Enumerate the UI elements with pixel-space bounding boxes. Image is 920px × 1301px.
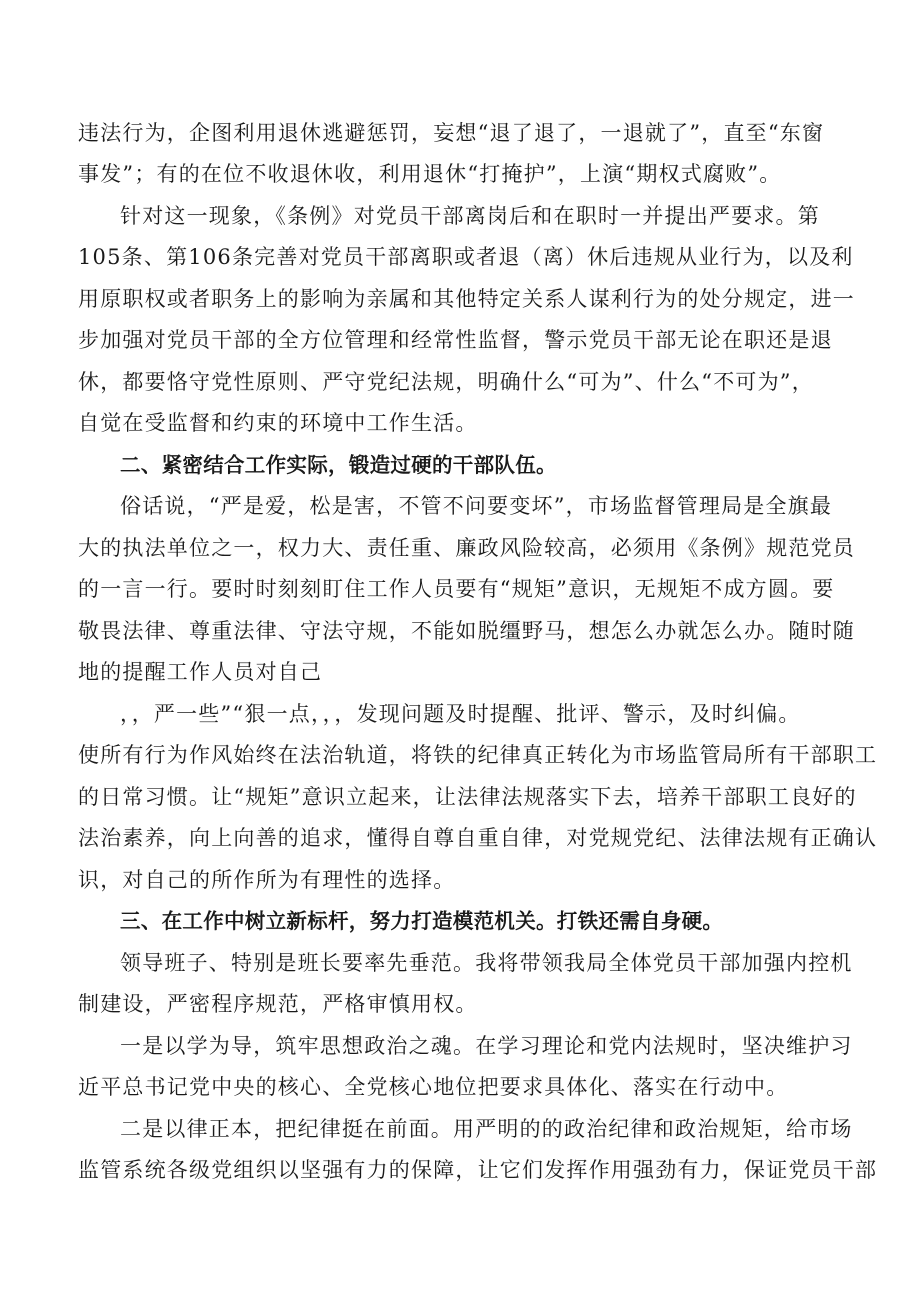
paragraph-line: 用原职权或者职务上的影响为亲属和其他特定关系人谋利行为的处分规定，进一 — [78, 287, 855, 311]
paragraph-line: 法治素养，向上向善的追求，懂得自尊自重自律，对党规党纪、法律法规有正确认 — [78, 826, 878, 850]
paragraph-line: 地的提醒工作人员对自己 — [78, 660, 323, 684]
paragraph-line: 针对这一现象，《条例》对党员干部离岗后和在职时一并提出严要求。第 — [120, 204, 820, 228]
section-heading: 二、紧密结合工作实际，锻造过硬的干部队伍。 — [120, 453, 557, 477]
paragraph-line: 制建设，严密程序规范，严格审慎用权。 — [78, 992, 478, 1016]
paragraph-line: 近平总书记党中央的核心、全党核心地位把要求具体化、落实在行动中。 — [78, 1075, 789, 1099]
paragraph-line: ，，严一些”“狠一点，，，发现问题及时提醒、批评、警示，及时纠偏。 — [120, 702, 801, 726]
paragraph-line: 二是以律正本，把纪律挺在前面。用严明的的政治纪律和政治规矩，给市场 — [120, 1117, 853, 1141]
paragraph-line: 休，都要恪守党性原则、严守党纪法规，明确什么“可为”、什么“不可为”， — [78, 370, 814, 394]
paragraph-line: 大的执法单位之一，权力大、责任重、廉政风险较高，必须用《条例》规范党员 — [78, 536, 855, 560]
paragraph-line: 俗话说，“严是爱，松是害，不管不问要变坏”，市场监督管理局是全旗最 — [120, 494, 833, 518]
paragraph-line: 自觉在受监督和约束的环境中工作生活。 — [78, 411, 478, 435]
section-heading: 三、在工作中树立新标杆，努力打造模范机关。打铁还需自身硬。 — [120, 909, 724, 933]
paragraph-line: 步加强对党员干部的全方位管理和经常性监督，警示党员干部无论在职还是退 — [78, 328, 833, 352]
paragraph-line: 违法行为，企图利用退休逃避惩罚，妄想“退了退了，一退就了”，直至“东窗 — [78, 121, 825, 145]
paragraph-line: 使所有行为作风始终在法治轨道，将铁的纪律真正转化为市场监管局所有干部职工 — [78, 743, 878, 767]
paragraph-line: 105条、第106条完善对党员干部离职或者退（离）休后违规从业行为，以及利 — [78, 245, 854, 269]
paragraph-line: 监管系统各级党组织以坚强有力的保障，让它们发挥作用强劲有力，保证党员干部 — [78, 1158, 878, 1182]
paragraph-line: 的一言一行。要时时刻刻盯住工作人员要有“规矩”意识，无规矩不成方圆。要 — [78, 577, 835, 601]
paragraph-line: 的日常习惯。让“规矩”意识立起来，让法律法规落实下去，培养干部职工良好的 — [78, 785, 857, 809]
paragraph-line: 领导班子、特别是班长要率先垂范。我将带领我局全体党员干部加强内控机 — [120, 951, 853, 975]
paragraph-line: 事发”；有的在位不收退休收，利用退休“打掩护”，上演“期权式腐败”。 — [78, 162, 782, 186]
paragraph-line: 敬畏法律、尊重法律、守法守规，不能如脱缰野马，想怎么办就怎么办。随时随 — [78, 619, 855, 643]
paragraph-line: 一是以学为导，筑牢思想政治之魂。在学习理论和党内法规时，坚决维护习 — [120, 1034, 853, 1058]
paragraph-line: 识，对自己的所作所为有理性的选择。 — [78, 868, 456, 892]
